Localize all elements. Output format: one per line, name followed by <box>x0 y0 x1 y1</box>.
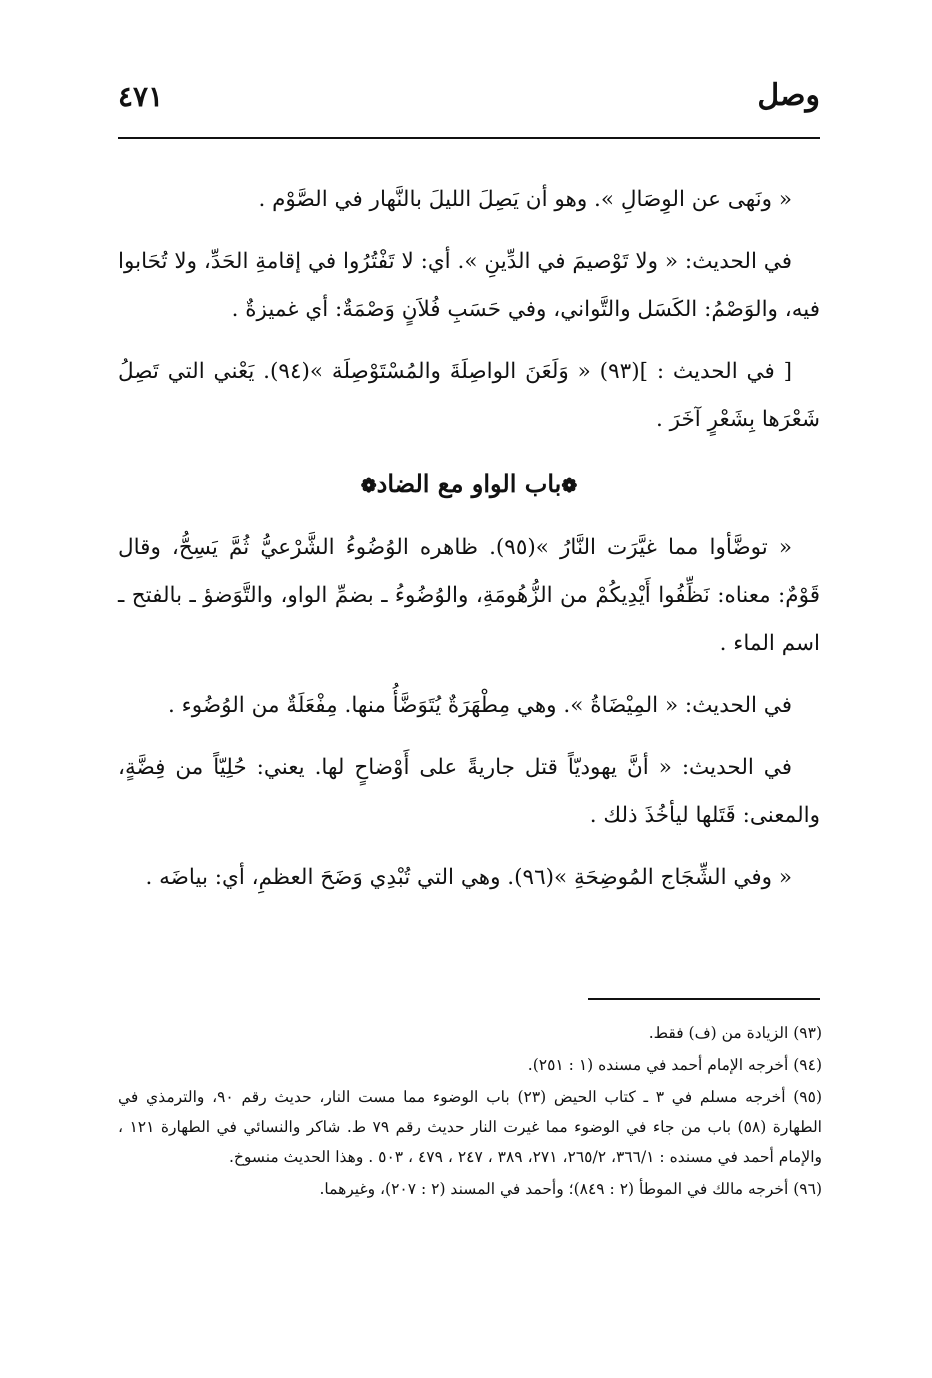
paragraph-wasila: [ في الحديث : ](٩٣) « وَلَعَنَ الواصِلَةَ والمُسْتَوْصِلَة »(٩٤). يَعْني التي تَصِلُ شَعْرَها بِشَعْرٍ آخَرَ . <box>118 359 820 432</box>
footnotes <box>118 1018 822 1206</box>
ornament-left-icon: ❁ <box>360 475 377 497</box>
ornament-right-icon: ❁ <box>561 475 578 497</box>
paragraph-awdah: في الحديث: « أنَّ يهوديّاً قتل جاريةً على أَوْضاحٍ لها. يعني: حُلِيّاً من فِضَّةٍ، والمعنى: قَتَلها ليأخُذَ ذلك . <box>118 755 820 828</box>
running-title: وصل <box>757 78 820 113</box>
header-rule <box>118 137 820 139</box>
paragraph-wisal: « ونَهى عن الوِصَالِ ». وهو أن يَصِلَ الليلَ بالنَّهار في الصَّوْم . <box>258 187 792 212</box>
paragraph-mudiha: « وفي الشِّجَاج المُوضِحَةِ »(٩٦). وهي التي تُبْدِي وَضَحَ العظمِ، أي: بياضَه . <box>145 865 792 890</box>
footnote-94: (٩٤) أخرجه الإمام أحمد في مسنده (١ : ٢٥١). <box>527 1056 822 1074</box>
paragraph-wudu: « توضَّأوا مما غيَّرَت النَّارُ »(٩٥). ظاهره الوُضُوءُ الشَّرْعيُّ ثُمَّ يَسِحُّ، وقال قَوْمٌ: معناه: نَظِّفُوا أَيْدِيكُمْ من الزُّهُومَةِ، والوُضُوءُ ـ بضمِّ الواو، والتَّوَضؤ ـ بالفتح ـ اسم الماء . <box>118 535 820 656</box>
page-header <box>118 78 820 128</box>
paragraph-tawsim: في الحديث: « ولا تَوْصيمَ في الدِّينِ ». أي: لا تَفْتُرُوا في إقامةِ الحَدِّ، ولا تُحَابوا فيه، والوَصْمُ: الكَسَل والتَّواني، وفي حَسَبِ فُلاَنٍ وَصْمَةٌ: أي غميزةٌ . <box>118 249 820 322</box>
footnote-96: (٩٦) أخرجه مالك في الموطأ (٢ : ٨٤٩)؛ وأحمد في المسند (٢ : ٢٠٧)، وغيرهما. <box>319 1180 822 1198</box>
footnote-93: (٩٣) الزيادة من (ف) فقط. <box>648 1024 822 1042</box>
footnote-separator <box>588 998 820 1000</box>
section-heading-text: باب الواو مع الضاد <box>376 469 562 498</box>
main-text <box>118 176 820 916</box>
paragraph-mida: في الحديث: « المِيْضَاةُ ». وهي مِطْهَرَةٌ يُتَوَضَّأُ منها. مِفْعَلَةٌ من الوُضُوء . <box>167 693 792 718</box>
page-number: ٤٧١ <box>118 80 164 113</box>
section-heading <box>118 462 820 508</box>
footnote-95: (٩٥) أخرجه مسلم في ٣ ـ كتاب الحيض (٢٣) باب الوضوء مما مست النار، حديث رقم ٩٠، والترمذي في الطهارة (٥٨) باب من جاء في الوضوء مما غيرت النار حديث رقم ٧٩ ط. شاكر والنسائي في الطهارة ١٢١ ، والإمام أحمد في مسنده : ٣٦٦/١، ٢٦٥/٢، ٢٧١، ٣٨٩ ، ٢٤٧ ، ٤٧٩ ، ٥٠٣ . وهذا الحديث منسوخ. <box>118 1088 823 1166</box>
